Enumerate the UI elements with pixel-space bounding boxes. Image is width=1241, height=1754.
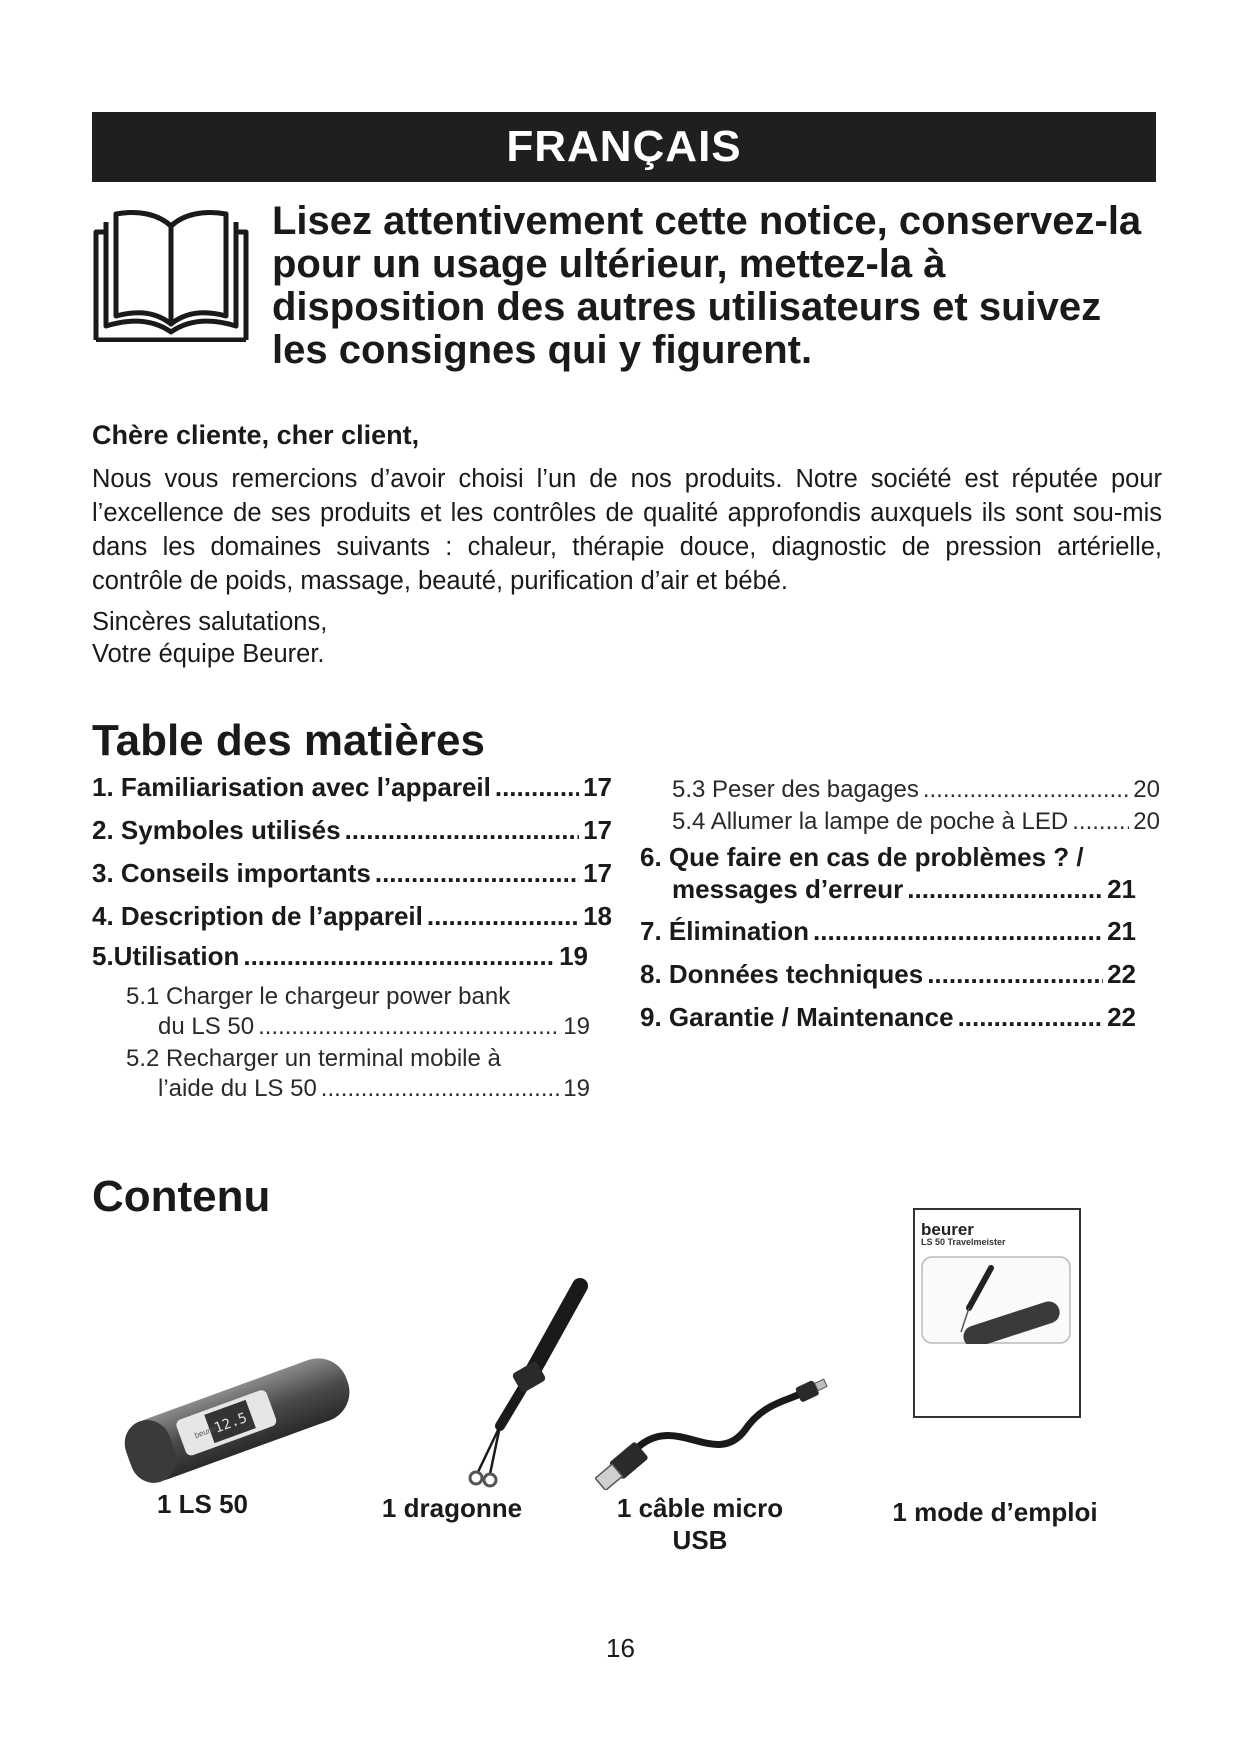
device-display-value: 12.5 (212, 1410, 250, 1437)
language-banner (92, 112, 1156, 182)
toc-entry-title: messages d’erreur (672, 874, 904, 904)
toc-leader (375, 858, 579, 889)
toc-leader (495, 772, 579, 803)
toc-entry-page: 17 (583, 815, 612, 845)
toc-entry-title: 6. Que faire en cas de problèmes ? / (640, 842, 1084, 872)
toc-entry-title: 5.2 Recharger un terminal mobile à (126, 1045, 501, 1072)
toc-subentry[interactable] (92, 1045, 590, 1107)
toc-entry-title: 5.Utilisation (92, 941, 240, 971)
toc-leader (923, 776, 1129, 804)
toc-entry-page: 19 (559, 941, 588, 971)
toc-leader (345, 815, 580, 846)
toc-subentry[interactable] (640, 776, 1160, 808)
manual-model: LS 50 Travelmeister (921, 1237, 1006, 1247)
toc-right-column (640, 776, 1160, 1045)
item-label-ls50: 1 LS 50 (156, 1489, 249, 1519)
toc-entry[interactable] (92, 815, 612, 858)
toc-entry-title: 9. Garantie / Maintenance (640, 1002, 954, 1032)
toc-entry-title: l’aide du LS 50 (158, 1075, 317, 1102)
toc-entry[interactable] (92, 941, 588, 983)
manual-image (913, 1208, 1081, 1418)
toc-entry[interactable] (92, 858, 612, 901)
toc-entry-title: 8. Données techniques (640, 959, 924, 989)
page-number: 16 (606, 1633, 635, 1663)
closing (92, 606, 327, 670)
toc-entry[interactable] (640, 1002, 1136, 1045)
item-label-manual: 1 mode d’emploi (892, 1497, 1098, 1527)
item-label-cable (600, 1492, 800, 1556)
usb-plug (595, 1441, 649, 1490)
toc-entry[interactable] (640, 959, 1136, 1002)
toc-entry[interactable] (92, 772, 612, 815)
toc-title: Table des matières (92, 716, 485, 765)
toc-entry-page: 17 (583, 858, 612, 888)
toc-entry-continuation (126, 1013, 590, 1045)
toc-entry-page: 17 (583, 772, 612, 802)
toc-leader (243, 941, 555, 972)
toc-entry-title: 3. Conseils importants (92, 858, 371, 888)
toc-left-column (92, 772, 612, 1107)
manual-cover-photo (921, 1256, 1071, 1344)
cable-wire (635, 1390, 807, 1450)
toc-entry-title: 5.1 Charger le chargeur power bank (126, 983, 511, 1010)
toc-leader (927, 959, 1103, 990)
toc-leader (958, 1002, 1104, 1033)
toc-leader (258, 1013, 559, 1041)
toc-entry-title: 5.3 Peser des bagages (672, 776, 919, 803)
item-label-cable-line-2: USB (672, 1525, 728, 1555)
toc-entry-page: 19 (563, 1075, 590, 1102)
toc-leader (907, 874, 1103, 905)
toc-entry-title: du LS 50 (158, 1013, 255, 1040)
contents-title: Contenu (92, 1172, 271, 1221)
strap-ring (470, 1472, 482, 1484)
toc-entry-title: 2. Symboles utilisés (92, 815, 341, 845)
ls50-device-image (112, 1340, 362, 1500)
toc-entry[interactable] (640, 916, 1136, 959)
item-label-strap: 1 dragonne (381, 1493, 523, 1523)
closing-line-1: Sincères salutations, (92, 608, 328, 636)
toc-entry-title: 1. Familiarisation avec l’appareil (92, 772, 491, 802)
language-title: FRANÇAIS (506, 122, 742, 171)
device-brand: beurer (193, 1423, 219, 1441)
strap-ring (484, 1474, 496, 1486)
toc-entry-page: 19 (563, 1013, 590, 1040)
item-label-cable-line-1: 1 câble micro (616, 1493, 784, 1523)
toc-entry-page: 21 (1107, 874, 1136, 904)
toc-leader (321, 1075, 560, 1103)
toc-entry-title: 4. Description de l’appareil (92, 901, 423, 931)
letter-body: Nous vous remercions d’avoir choisi l’un de nos produits. Notre société est réputée pour l’excellence de ses produits et les contrôles de qualité approfondis auxquels ils sont sou-mis dans les domaines suivants : chaleur, thérapie douce, diagnostic de pression artérielle, contrôle de poids, massage, beauté, purification d’air et bébé. (92, 465, 1162, 595)
toc-entry-continuation (126, 1075, 590, 1107)
strap-image (460, 1276, 600, 1496)
contents-items (0, 1190, 1241, 1555)
micro-usb-plug (795, 1376, 829, 1403)
toc-leader (813, 916, 1103, 947)
micro-usb-cable-image (595, 1350, 835, 1490)
toc-entry-page: 20 (1133, 776, 1160, 803)
toc-entry-title: 7. Élimination (640, 916, 810, 946)
toc-entry[interactable] (92, 901, 612, 941)
toc-subentry[interactable] (92, 983, 590, 1045)
salutation: Chère cliente, cher client, (92, 420, 420, 450)
manual-brand: beurer (921, 1220, 974, 1239)
toc-entry-page: 18 (583, 901, 612, 931)
toc-entry-page: 21 (1107, 916, 1136, 946)
toc-leader (427, 901, 579, 932)
toc-entry-page: 20 (1133, 808, 1160, 835)
toc-entry-continuation (640, 874, 1136, 916)
closing-line-2: Votre équipe Beurer. (92, 640, 325, 668)
toc-leader (1072, 808, 1129, 836)
toc-entry[interactable] (640, 842, 1136, 916)
toc-subentry[interactable] (640, 808, 1160, 842)
toc-entry-page: 22 (1107, 959, 1136, 989)
toc-entry-page: 22 (1107, 1002, 1136, 1032)
book-icon (92, 208, 250, 342)
read-notice: Lisez attentivement cette notice, conservez-la pour un usage ultérieur, mettez-la à disposition des autres utilisateurs et suivez les consignes qui y figurent. (272, 199, 1142, 372)
toc-entry-title: 5.4 Allumer la lampe de poche à LED (672, 808, 1069, 835)
